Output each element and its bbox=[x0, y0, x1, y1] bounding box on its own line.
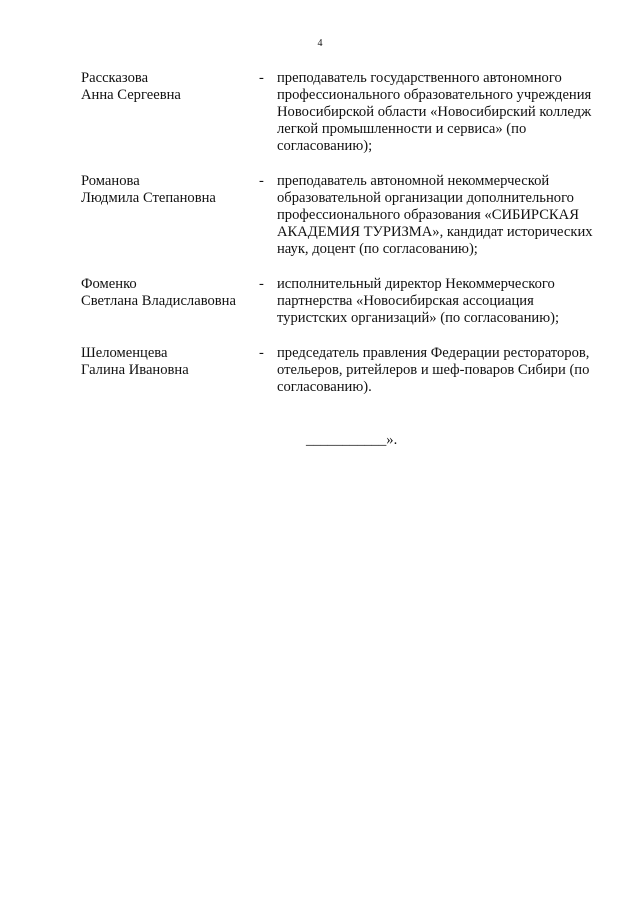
description-line: преподаватель автономной некоммерческой bbox=[277, 173, 550, 189]
description-line: согласованию). bbox=[277, 379, 372, 395]
description-line: туристских организаций» (по согласованию); bbox=[277, 310, 560, 326]
description-line: наук, доцент (по согласованию); bbox=[277, 241, 478, 257]
entry-dash: - bbox=[259, 70, 264, 86]
member-given-names: Галина Ивановна bbox=[81, 362, 189, 378]
description-line: председатель правления Федерации рестораторов, bbox=[277, 345, 590, 361]
member-description bbox=[277, 173, 607, 258]
entry-dash: - bbox=[259, 276, 264, 292]
member-description bbox=[277, 345, 607, 396]
page-number: 4 bbox=[317, 38, 323, 49]
description-line: партнерства «Новосибирская ассоциация bbox=[277, 293, 534, 309]
member-surname: Фоменко bbox=[81, 276, 137, 292]
member-entry-romanova bbox=[81, 173, 611, 258]
member-surname: Романова bbox=[81, 173, 140, 189]
member-entry-shelomentseva bbox=[81, 345, 611, 396]
member-given-names: Светлана Владиславовна bbox=[81, 293, 236, 309]
member-name bbox=[81, 173, 253, 207]
entry-dash: - bbox=[259, 345, 264, 361]
member-list bbox=[81, 70, 611, 414]
member-given-names: Людмила Степановна bbox=[81, 190, 216, 206]
description-line: профессионального образования «СИБИРСКАЯ bbox=[277, 207, 579, 223]
member-name bbox=[81, 70, 253, 104]
description-line: согласованию); bbox=[277, 138, 373, 154]
description-line: отельеров, ритейлеров и шеф-поваров Сибири (по bbox=[277, 362, 590, 378]
closing-mark: ___________». bbox=[306, 432, 398, 448]
member-surname: Шеломенцева bbox=[81, 345, 168, 361]
member-name bbox=[81, 345, 253, 379]
description-line: Новосибирской области «Новосибирский колледж bbox=[277, 104, 592, 120]
member-entry-fomenko bbox=[81, 276, 611, 327]
member-description bbox=[277, 276, 607, 327]
description-line: образовательной организации дополнительного bbox=[277, 190, 574, 206]
description-line: легкой промышленности и сервиса» (по bbox=[277, 121, 527, 137]
description-line: исполнительный директор Некоммерческого bbox=[277, 276, 555, 292]
member-given-names: Анна Сергеевна bbox=[81, 87, 181, 103]
member-surname: Рассказова bbox=[81, 70, 149, 86]
description-line: профессионального образовательного учреждения bbox=[277, 87, 592, 103]
entry-dash: - bbox=[259, 173, 264, 189]
description-line: АКАДЕМИЯ ТУРИЗМА», кандидат исторических bbox=[277, 224, 593, 240]
member-name bbox=[81, 276, 253, 310]
member-description bbox=[277, 70, 607, 155]
member-entry-rasskazova bbox=[81, 70, 611, 155]
description-line: преподаватель государственного автономного bbox=[277, 70, 562, 86]
